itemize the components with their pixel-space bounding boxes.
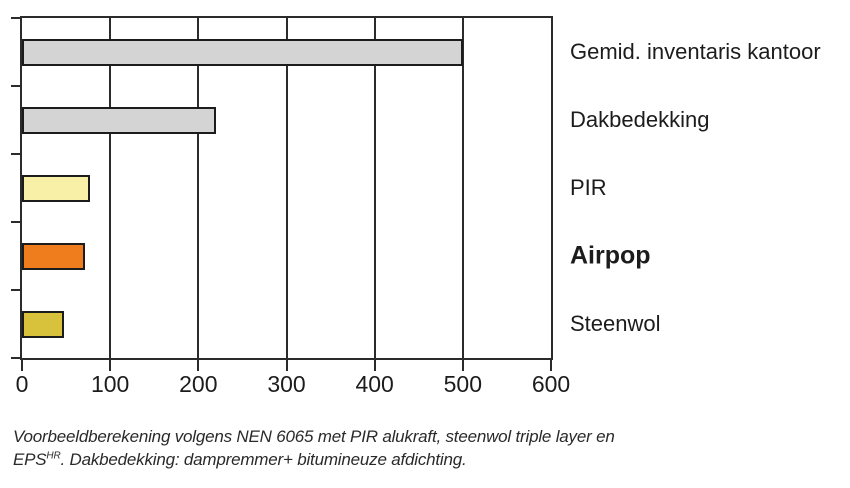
x-axis-tick	[374, 360, 376, 371]
chart-caption	[13, 425, 833, 471]
y-axis-tick	[11, 357, 20, 359]
x-axis-tick	[109, 360, 111, 371]
gridline	[286, 18, 288, 358]
y-axis-tick	[11, 289, 20, 291]
gridline	[374, 18, 376, 358]
category-label: Steenwol	[570, 311, 661, 336]
x-tick-label: 600	[531, 371, 571, 397]
x-tick-label: 500	[443, 371, 483, 397]
category-label: Gemid. inventaris kantoor	[570, 39, 821, 64]
y-axis-tick	[11, 17, 20, 19]
y-axis-tick	[11, 85, 20, 87]
y-axis-tick	[11, 153, 20, 155]
category-label: PIR	[570, 175, 607, 200]
bar	[22, 175, 90, 202]
x-axis-tick	[462, 360, 464, 371]
gridline	[462, 18, 464, 358]
x-axis-tick	[21, 360, 23, 371]
x-axis-tick	[286, 360, 288, 371]
x-axis-tick	[550, 360, 552, 371]
bar	[22, 107, 216, 134]
x-axis-tick	[197, 360, 199, 371]
caption-line2-post: . Dakbedekking: dampremmer+ bitumineuze afdichting.	[60, 450, 467, 469]
category-label: Dakbedekking	[570, 107, 710, 132]
caption-line1: Voorbeeldberekening volgens NEN 6065 met PIR alukraft, steenwol triple layer en	[13, 427, 615, 446]
bar	[22, 311, 64, 338]
x-tick-label: 300	[267, 371, 306, 397]
category-label: Airpop	[570, 241, 651, 270]
bar	[22, 243, 85, 270]
caption-line2-pre: EPS	[13, 450, 47, 469]
x-tick-label: 0	[15, 371, 29, 397]
x-tick-label: 200	[179, 371, 218, 397]
plot-area	[20, 16, 553, 360]
bar	[22, 39, 463, 66]
gridline	[109, 18, 111, 358]
caption-superscript: HR	[46, 450, 61, 462]
y-axis-tick	[11, 221, 20, 223]
x-tick-label: 100	[90, 371, 130, 397]
x-tick-label: 400	[355, 371, 394, 397]
gridline	[197, 18, 199, 358]
